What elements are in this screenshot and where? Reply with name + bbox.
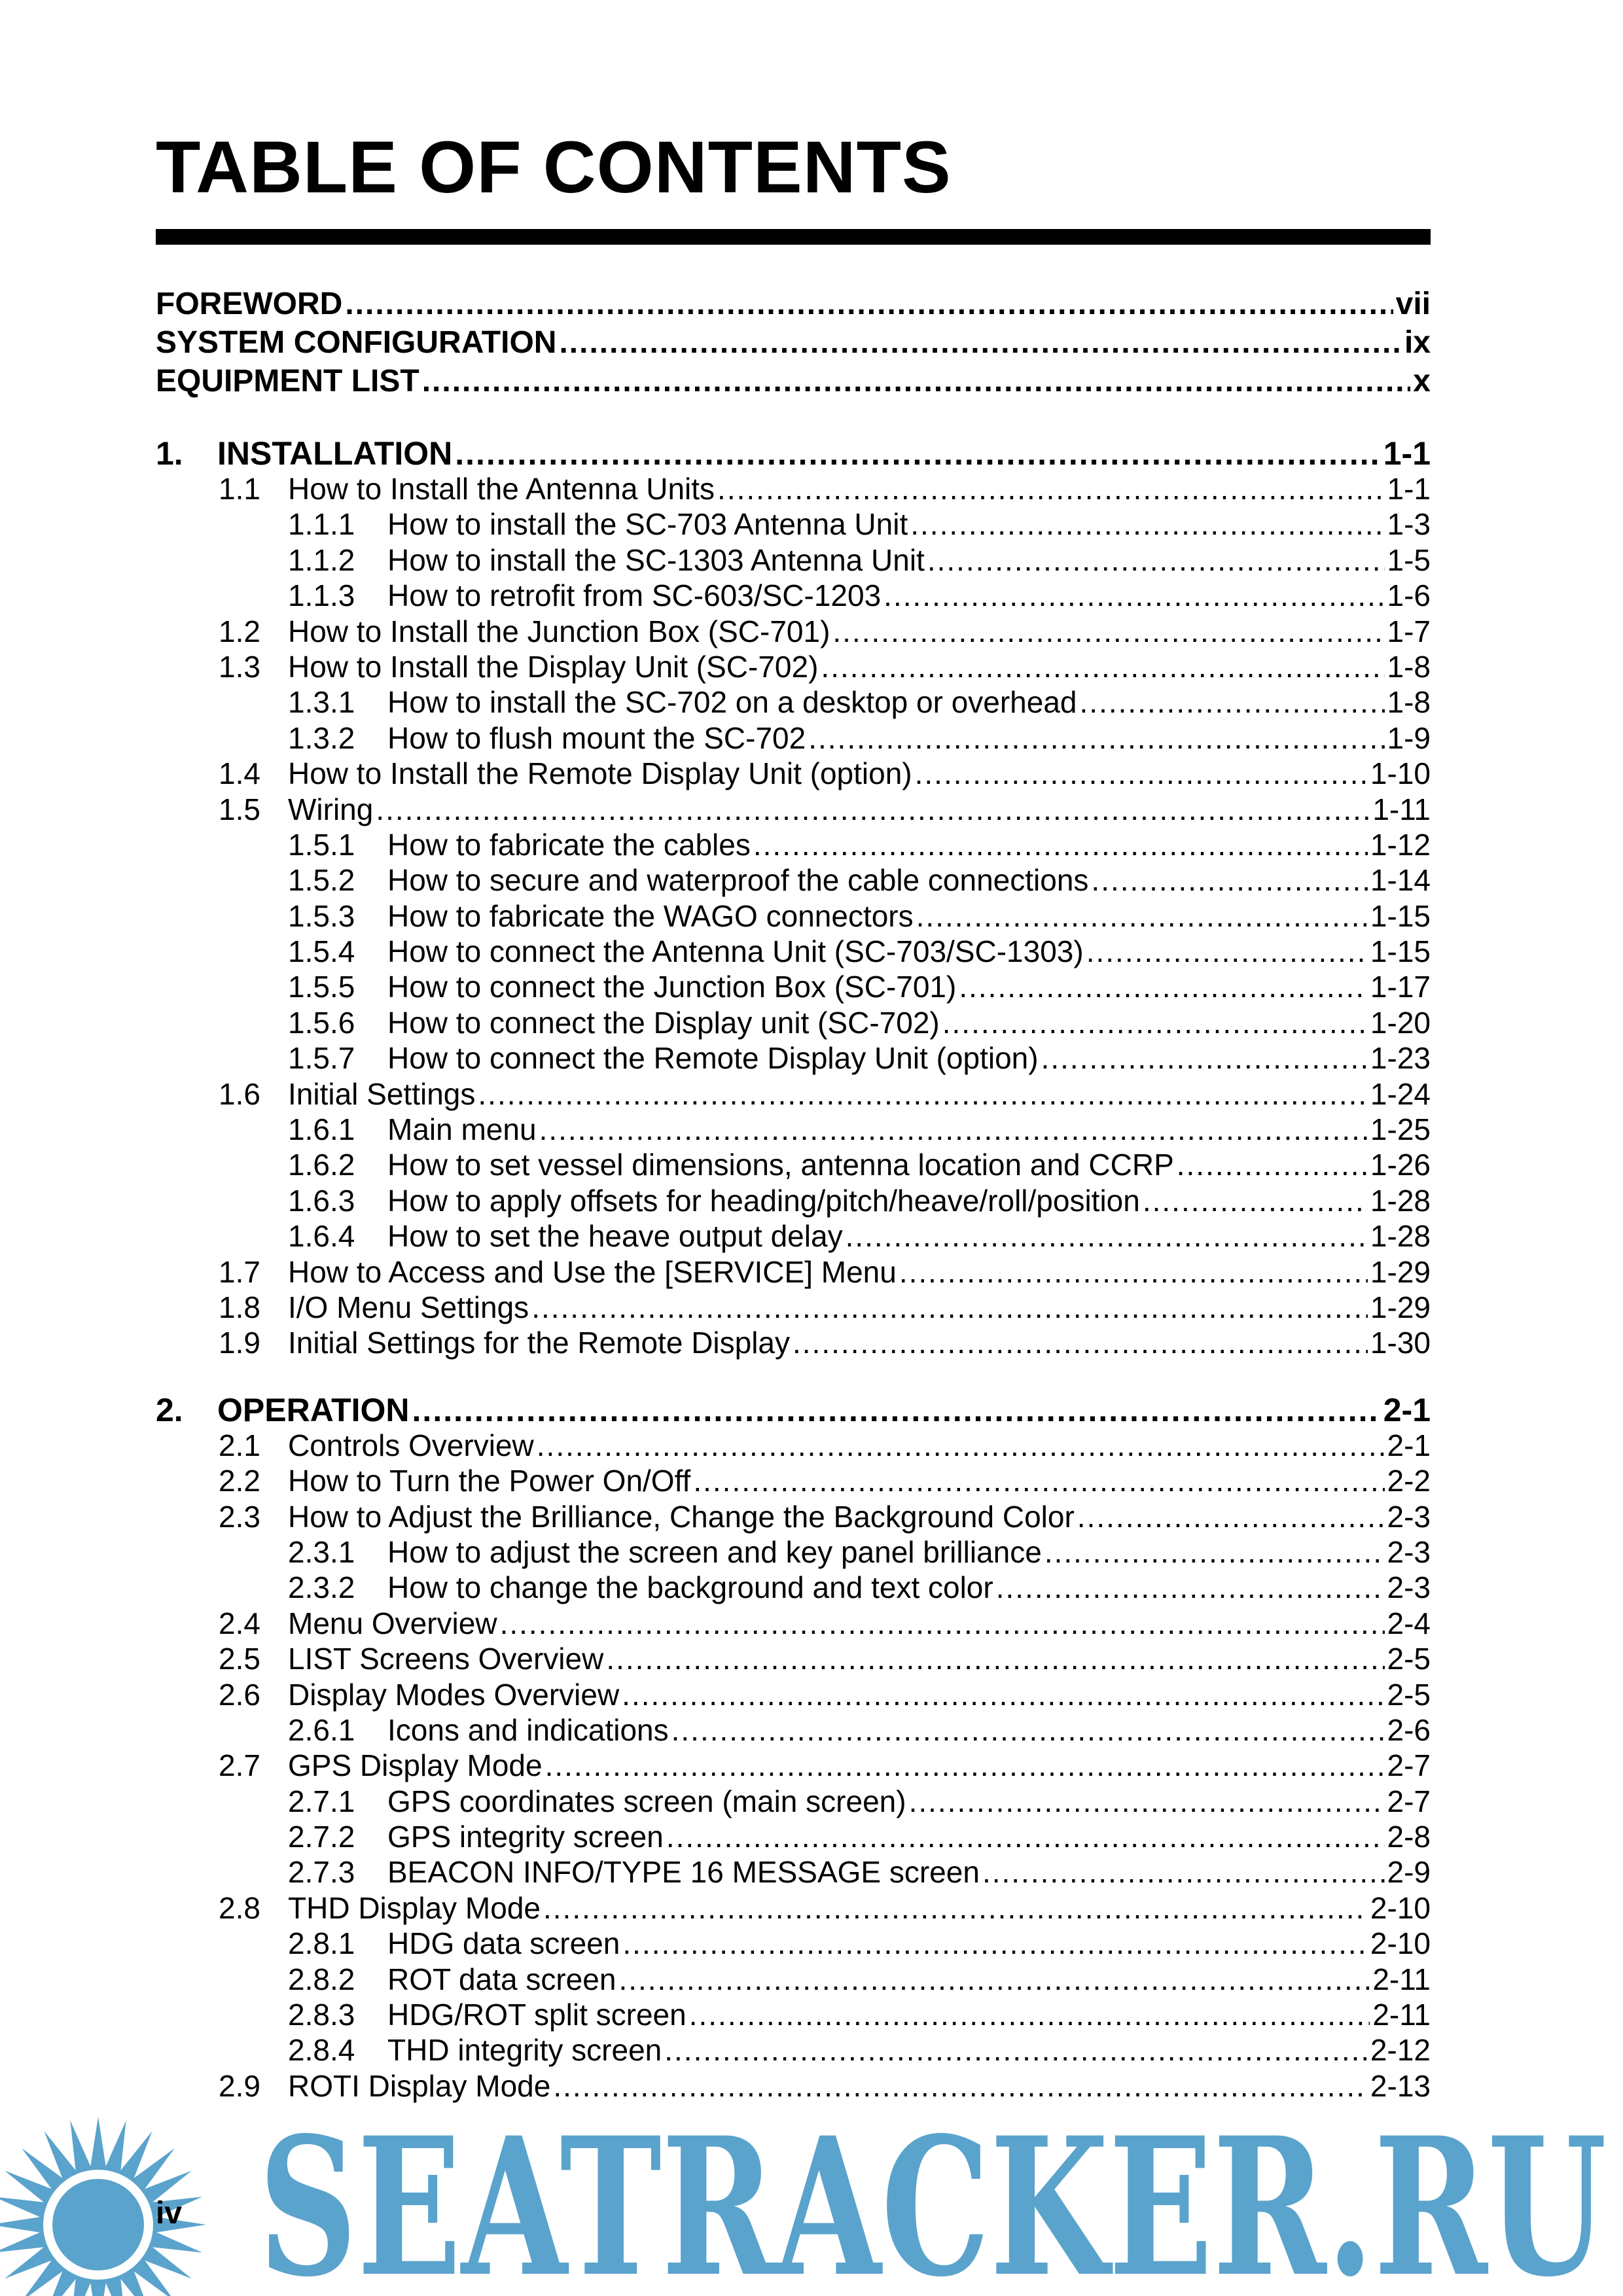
toc-section-title: How to Access and Use the [SERVICE] Menu <box>288 1254 897 1289</box>
toc-section-number: 1.5.6 <box>288 1005 355 1040</box>
toc-section-title: How to set vessel dimensions, antenna location and CCRP <box>387 1148 1174 1182</box>
toc-section-title: GPS integrity screen <box>387 1820 664 1854</box>
toc-subsection-entry <box>156 1183 1431 1218</box>
toc-leader-dots <box>1080 684 1385 720</box>
toc-subsection-entry <box>156 1819 1431 1854</box>
toc-leader-dots <box>622 1677 1384 1712</box>
toc-page-number: 1-1 <box>1387 472 1431 506</box>
toc-subsection-entry <box>156 1218 1431 1254</box>
toc-page-number: 1-7 <box>1387 614 1431 648</box>
toc-page-number: 1-29 <box>1370 1290 1431 1324</box>
toc-leader-dots <box>1177 1147 1368 1182</box>
toc-section-title: Wiring <box>288 792 374 826</box>
toc-leader-dots <box>666 1819 1385 1854</box>
toc-leader-dots <box>1041 1040 1368 1076</box>
toc-page-number: 1-20 <box>1370 1005 1431 1040</box>
toc-section-entry <box>156 1677 1431 1712</box>
toc-section-number: 2.3.2 <box>288 1570 355 1605</box>
toc-section-number: 1.6.2 <box>288 1148 355 1182</box>
toc-section-number: 2.3.1 <box>288 1534 355 1569</box>
toc-page-number: 2-9 <box>1387 1855 1431 1890</box>
toc-leader-dots <box>543 1890 1368 1926</box>
toc-section-title: LIST Screens Overview <box>288 1642 604 1676</box>
toc-section-number: 1.3.1 <box>288 685 355 720</box>
toc-page-number: 2-4 <box>1387 1606 1431 1640</box>
toc-leader-dots <box>531 1290 1368 1325</box>
toc-leader-dots <box>622 1926 1368 1961</box>
toc-leader-dots <box>606 1641 1384 1676</box>
toc-section-title: How to fabricate the WAGO connectors <box>387 898 914 933</box>
toc-page-number: 1-23 <box>1370 1041 1431 1076</box>
toc-section-number: 1.5.1 <box>288 827 355 862</box>
toc-page-number: 1-15 <box>1370 898 1431 933</box>
toc-leader-dots <box>915 756 1368 791</box>
toc-section-entry <box>156 1641 1431 1676</box>
toc-subsection-entry <box>156 542 1431 578</box>
toc-section-entry <box>156 1428 1431 1463</box>
toc-section-entry <box>156 1076 1431 1112</box>
toc-section-title: How to Install the Remote Display Unit (option) <box>288 756 912 791</box>
toc-section-number: 1.6 <box>219 1076 260 1111</box>
toc-chapter-entry <box>156 1391 1431 1428</box>
toc-section-number: 1.1 <box>219 472 260 506</box>
toc-section-entry <box>156 649 1431 684</box>
toc-section-title: ROT data screen <box>387 1962 616 1996</box>
toc-spacer <box>156 402 1431 434</box>
toc-section-number: 1.5.2 <box>288 863 355 898</box>
toc-section-entry <box>156 471 1431 506</box>
toc-section-title: How to connect the Remote Display Unit (option) <box>387 1041 1039 1076</box>
toc-leader-dots <box>345 286 1393 322</box>
toc-section-title: How to connect the Antenna Unit (SC-703/SC-1303) <box>387 934 1084 969</box>
toc-subsection-entry <box>156 1712 1431 1748</box>
toc-section-number: 1.1.1 <box>288 507 355 542</box>
toc-section-number: 2.1 <box>219 1428 260 1462</box>
toc-entry-title: SYSTEM CONFIGURATION <box>156 325 557 360</box>
toc-leader-dots <box>537 1428 1385 1463</box>
toc-page-number: 1-24 <box>1370 1076 1431 1111</box>
toc-leader-dots <box>927 542 1385 578</box>
toc-section-number: 1.1.3 <box>288 578 355 613</box>
toc-section-number: 1.8 <box>219 1290 260 1324</box>
toc-section-number: 2.8.2 <box>288 1962 355 1996</box>
toc-subsection-entry <box>156 862 1431 898</box>
toc-section-entry <box>156 1325 1431 1360</box>
toc-page-number: 2-7 <box>1387 1784 1431 1818</box>
toc-section-title: THD Display Mode <box>288 1890 541 1925</box>
toc-leader-dots <box>412 1391 1381 1428</box>
toc-subsection-entry <box>156 506 1431 542</box>
toc-leader-dots <box>717 471 1384 506</box>
toc-section-number: 2.9 <box>219 2068 260 2103</box>
toc-section-entry <box>156 1290 1431 1325</box>
toc-section-title: How to Install the Antenna Units <box>288 472 715 506</box>
toc-chapter-entry <box>156 434 1431 471</box>
toc-section-number: 2.7.2 <box>288 1820 355 1854</box>
toc-page-number: 2-1 <box>1383 1391 1431 1428</box>
toc-entry-title: EQUIPMENT LIST <box>156 364 419 398</box>
toc-section-number: 1.7 <box>219 1254 260 1289</box>
toc-page-number: 1-3 <box>1387 507 1431 542</box>
toc-front-entry <box>156 286 1431 325</box>
toc-page-number: 1-28 <box>1370 1219 1431 1254</box>
toc-section-title: How to install the SC-703 Antenna Unit <box>387 507 908 542</box>
toc-leader-dots <box>899 1254 1368 1290</box>
toc-leader-dots <box>996 1570 1385 1605</box>
toc-section-title: How to adjust the screen and key panel brilliance <box>387 1534 1042 1569</box>
toc-page-number: 2-7 <box>1387 1748 1431 1783</box>
toc-chapter-title: OPERATION <box>217 1391 410 1428</box>
toc-leader-dots <box>883 578 1384 613</box>
toc-section-entry <box>156 792 1431 827</box>
toc-chapter-number: 1. <box>156 435 183 471</box>
toc-section-title: How to Install the Junction Box (SC-701) <box>288 614 830 648</box>
toc-section-number: 2.8.3 <box>288 1998 355 2032</box>
toc-section-number: 1.5.7 <box>288 1041 355 1076</box>
toc-page-number: 2-3 <box>1387 1534 1431 1569</box>
toc-section-entry <box>156 1463 1431 1498</box>
toc-leader-dots <box>422 363 1411 399</box>
toc-leader-dots <box>500 1606 1385 1641</box>
toc-section-title: HDG data screen <box>387 1926 620 1961</box>
toc-page-number: 2-1 <box>1387 1428 1431 1462</box>
toc-section-title: Main menu <box>387 1112 537 1147</box>
toc-section-title: Menu Overview <box>288 1606 497 1640</box>
toc-leader-dots <box>916 898 1368 934</box>
toc-section-entry <box>156 756 1431 791</box>
toc-subsection-entry <box>156 1112 1431 1147</box>
toc-section-entry <box>156 1890 1431 1926</box>
toc-page-number: 1-8 <box>1387 649 1431 684</box>
toc-section-title: Initial Settings for the Remote Display <box>288 1326 791 1360</box>
toc-leader-dots <box>1044 1534 1385 1570</box>
toc-subsection-entry <box>156 1997 1431 2032</box>
toc-section-title: How to connect the Display unit (SC-702) <box>387 1005 940 1040</box>
toc-subsection-entry <box>156 1854 1431 1890</box>
toc-section-number: 2.6 <box>219 1677 260 1712</box>
toc-section-entry <box>156 614 1431 649</box>
toc-section-title: Icons and indications <box>387 1712 669 1747</box>
toc-leader-dots <box>693 1463 1384 1498</box>
toc-section-number: 1.6.1 <box>288 1112 355 1147</box>
toc-subsection-entry <box>156 1784 1431 1819</box>
toc-section-number: 1.5 <box>219 792 260 826</box>
toc-leader-dots <box>959 969 1368 1004</box>
toc-section-entry <box>156 1499 1431 1534</box>
toc-leader-dots <box>545 1748 1385 1783</box>
toc-section-number: 1.3 <box>219 649 260 684</box>
toc-section-entry <box>156 1254 1431 1290</box>
toc-leader-dots <box>753 827 1368 862</box>
toc-page-number: 1-12 <box>1370 827 1431 862</box>
toc-subsection-entry <box>156 1962 1431 1997</box>
toc-leader-dots <box>846 1218 1368 1254</box>
toc-section-number: 1.4 <box>219 756 260 791</box>
toc-section-title: Controls Overview <box>288 1428 534 1462</box>
toc-section-number: 1.5.4 <box>288 934 355 969</box>
toc-entry-title: FOREWORD <box>156 287 343 321</box>
toc-section-title: How to retrofit from SC-603/SC-1203 <box>387 578 882 613</box>
toc-section-number: 1.2 <box>219 614 260 648</box>
toc-section-title: How to connect the Junction Box (SC-701) <box>387 970 957 1004</box>
toc-section-number: 2.8 <box>219 1890 260 1925</box>
toc-front-entry <box>156 363 1431 402</box>
toc-subsection-entry <box>156 934 1431 969</box>
toc-chapter-title: INSTALLATION <box>217 435 453 471</box>
toc-page-number: 2-5 <box>1387 1642 1431 1676</box>
toc-leader-dots <box>559 325 1402 361</box>
toc-section-title: Initial Settings <box>288 1076 476 1111</box>
toc-section-number: 1.3.2 <box>288 720 355 755</box>
toc-section-number: 2.6.1 <box>288 1712 355 1747</box>
toc-leader-dots <box>455 434 1381 471</box>
toc-page-number: 1-29 <box>1370 1254 1431 1289</box>
watermark-text: SEATRACKER.RU <box>259 2096 1607 2296</box>
toc-page-number: 1-8 <box>1387 685 1431 720</box>
toc-page-number: 2-12 <box>1370 2033 1431 2068</box>
toc-section-title: GPS coordinates screen (main screen) <box>387 1784 906 1818</box>
toc-leader-dots <box>832 614 1384 649</box>
toc-section-title: How to change the background and text color <box>387 1570 993 1605</box>
toc-section-title: How to set the heave output delay <box>387 1219 843 1254</box>
toc-page-number: 2-11 <box>1372 1962 1431 1996</box>
toc-page-number: 2-3 <box>1387 1499 1431 1534</box>
toc-page-number: 1-17 <box>1370 970 1431 1004</box>
toc-subsection-entry <box>156 969 1431 1004</box>
toc-leader-dots <box>1086 934 1368 969</box>
toc-page-number: 1-28 <box>1370 1183 1431 1218</box>
toc-page-number: x <box>1413 364 1431 398</box>
toc-subsection-entry <box>156 578 1431 613</box>
toc-page-number: vii <box>1395 287 1431 321</box>
toc-page-number: 2-3 <box>1387 1570 1431 1605</box>
toc-section-number: 1.6.4 <box>288 1219 355 1254</box>
toc-section-number: 2.2 <box>219 1464 260 1498</box>
toc-leader-dots <box>808 720 1384 756</box>
toc-leader-dots <box>1091 862 1368 898</box>
toc-section-title: How to apply offsets for heading/pitch/heave/roll/position <box>387 1183 1140 1218</box>
toc-page-number: 1-11 <box>1372 792 1431 826</box>
toc-section-title: How to Turn the Power On/Off <box>288 1464 691 1498</box>
toc-section-number: 1.1.2 <box>288 542 355 577</box>
toc-section-number: 2.8.4 <box>288 2033 355 2068</box>
toc-section-number: 2.3 <box>219 1499 260 1534</box>
toc-section-title: Display Modes Overview <box>288 1677 620 1712</box>
toc-subsection-entry <box>156 898 1431 934</box>
toc-subsection-entry <box>156 720 1431 756</box>
page-number: iv <box>156 2196 183 2231</box>
toc-section-title: How to flush mount the SC-702 <box>387 720 806 755</box>
toc-page-number: 2-8 <box>1387 1820 1431 1854</box>
toc-subsection-entry <box>156 827 1431 862</box>
toc-leader-dots <box>821 649 1384 684</box>
toc-page-number: 2-5 <box>1387 1677 1431 1712</box>
toc-section-entry <box>156 1606 1431 1641</box>
toc-leader-dots <box>1143 1183 1368 1218</box>
toc-page-number: 1-5 <box>1387 542 1431 577</box>
toc-leader-dots <box>376 792 1370 827</box>
toc-leader-dots <box>1077 1499 1385 1534</box>
toc-section-title: HDG/ROT split screen <box>387 1998 687 2032</box>
toc-section-title: THD integrity screen <box>387 2033 662 2068</box>
toc-section-title: How to fabricate the cables <box>387 827 751 862</box>
toc-section-title: I/O Menu Settings <box>288 1290 529 1324</box>
toc-section-number: 2.7.3 <box>288 1855 355 1890</box>
toc-section-number: 1.5.5 <box>288 970 355 1004</box>
toc-subsection-entry <box>156 1534 1431 1570</box>
toc-section-number: 2.8.1 <box>288 1926 355 1961</box>
toc-leader-dots <box>793 1325 1368 1360</box>
toc-leader-dots <box>689 1997 1370 2032</box>
toc-page-number: 2-10 <box>1370 1890 1431 1925</box>
toc-subsection-entry <box>156 1040 1431 1076</box>
toc-page-number: 1-15 <box>1370 934 1431 969</box>
toc-section-title: BEACON INFO/TYPE 16 MESSAGE screen <box>387 1855 980 1890</box>
toc-page-number: 1-25 <box>1370 1112 1431 1147</box>
toc-page-number: 2-11 <box>1372 1998 1431 2032</box>
toc-leader-dots <box>909 1784 1385 1819</box>
toc-leader-dots <box>478 1076 1368 1112</box>
toc-section-number: 2.5 <box>219 1642 260 1676</box>
toc-section-number: 2.7.1 <box>288 1784 355 1818</box>
toc-spacer <box>156 1361 1431 1391</box>
toc-page-number: 1-10 <box>1370 756 1431 791</box>
toc-section-number: 1.5.3 <box>288 898 355 933</box>
toc-page-number: 1-14 <box>1370 863 1431 898</box>
toc-section-number: 1.6.3 <box>288 1183 355 1218</box>
toc-section-title: How to install the SC-1303 Antenna Unit <box>387 542 925 577</box>
toc-page-number: 2-13 <box>1370 2068 1431 2103</box>
toc-section-number: 2.7 <box>219 1748 260 1783</box>
toc-subsection-entry <box>156 1570 1431 1605</box>
toc-page-number: 1-1 <box>1383 435 1431 471</box>
toc-page-number: 2-10 <box>1370 1926 1431 1961</box>
toc-section-title: How to Install the Display Unit (SC-702) <box>288 649 819 684</box>
watermark <box>0 2061 1623 2296</box>
toc-page-number: ix <box>1404 325 1431 360</box>
title-rule <box>156 229 1431 245</box>
toc-section-title: How to install the SC-702 on a desktop or overhead <box>387 685 1077 720</box>
toc-page-number: 2-6 <box>1387 1712 1431 1747</box>
toc-subsection-entry <box>156 1147 1431 1182</box>
toc-leader-dots <box>539 1112 1368 1147</box>
toc-subsection-entry <box>156 684 1431 720</box>
toc-chapter-number: 2. <box>156 1391 183 1428</box>
toc-leader-dots <box>982 1854 1385 1890</box>
toc-subsection-entry <box>156 1005 1431 1040</box>
toc-section-title: How to Adjust the Brilliance, Change the Background Color <box>288 1499 1075 1534</box>
toc-section-number: 1.9 <box>219 1326 260 1360</box>
toc-section-title: ROTI Display Mode <box>288 2068 551 2103</box>
toc-page-number: 1-26 <box>1370 1148 1431 1182</box>
toc-subsection-entry <box>156 1926 1431 1961</box>
toc-section-entry <box>156 1748 1431 1783</box>
toc-page-number: 1-9 <box>1387 720 1431 755</box>
toc-front-entry <box>156 325 1431 363</box>
toc-leader-dots <box>942 1005 1368 1040</box>
toc-leader-dots <box>618 1962 1370 1997</box>
table-of-contents <box>156 286 1431 2104</box>
toc-page-number: 1-6 <box>1387 578 1431 613</box>
toc-section-title: How to secure and waterproof the cable connections <box>387 863 1089 898</box>
toc-page-number: 2-2 <box>1387 1464 1431 1498</box>
page-title: TABLE OF CONTENTS <box>156 126 952 208</box>
toc-page-number: 1-30 <box>1370 1326 1431 1360</box>
toc-section-title: GPS Display Mode <box>288 1748 543 1783</box>
toc-section-number: 2.4 <box>219 1606 260 1640</box>
toc-leader-dots <box>671 1712 1385 1748</box>
toc-leader-dots <box>910 506 1384 542</box>
